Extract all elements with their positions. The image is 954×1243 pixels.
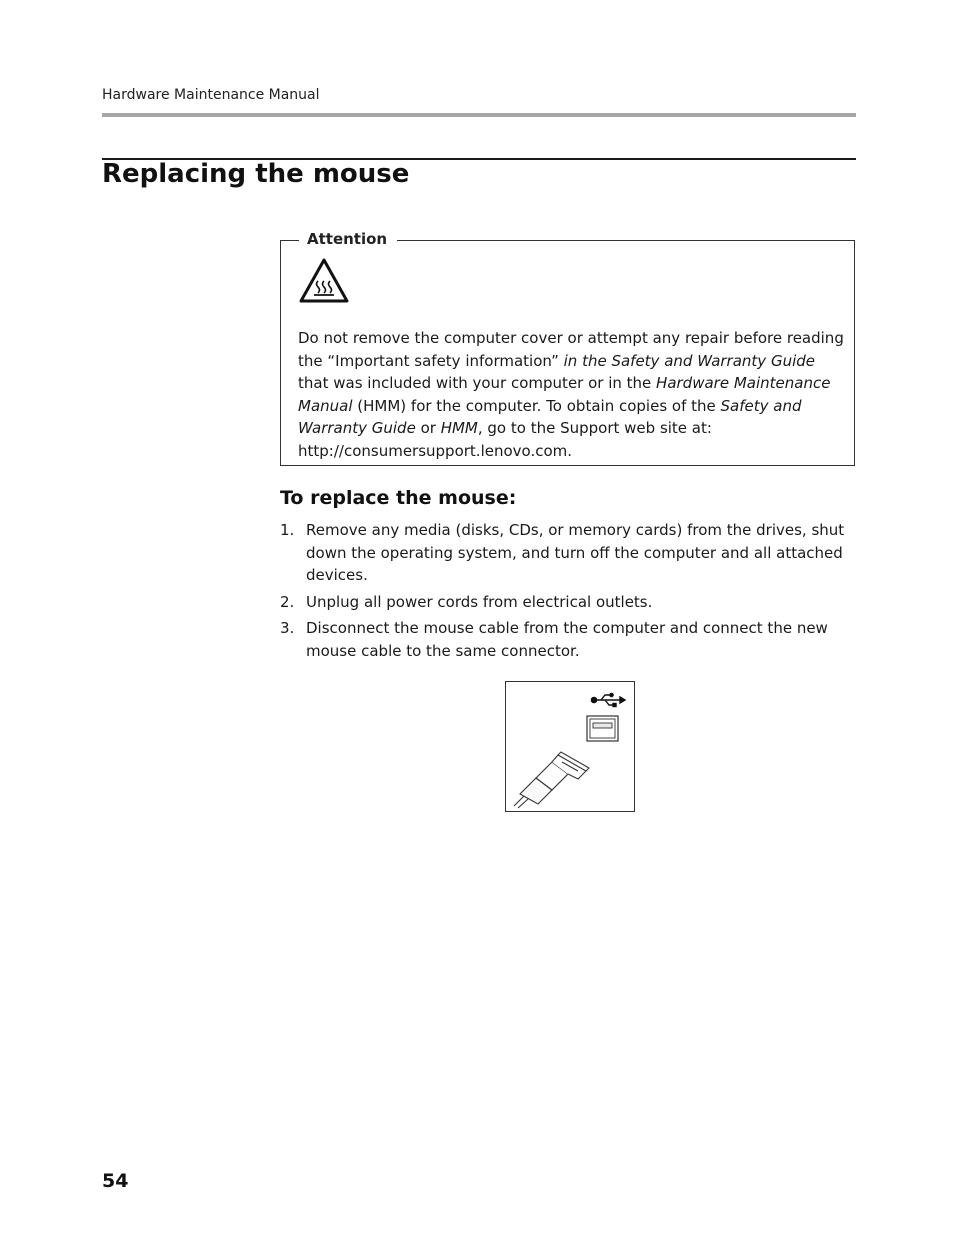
attention-notice: [280, 230, 855, 466]
step-number: 1.: [280, 521, 295, 539]
step-text: Unplug all power cords from electrical outlets.: [306, 592, 653, 611]
mouse-connector-illustration: [506, 682, 634, 811]
mouse-connector-figure: [505, 681, 635, 812]
usb-plug-icon: [514, 752, 589, 808]
step-item: [280, 617, 860, 662]
hot-surface-warning-icon: [298, 257, 350, 304]
running-header: Hardware Maintenance Manual: [102, 87, 320, 103]
usb-port-icon: [587, 716, 618, 741]
step-text: Disconnect the mouse cable from the computer and connect the new mouse cable to the same connector.: [306, 619, 828, 660]
page-title: Replacing the mouse: [102, 159, 410, 189]
step-number: 3.: [280, 619, 295, 637]
step-text: Remove any media (disks, CDs, or memory cards) from the drives, shut down the operating system, and turn off the computer and all attached devices.: [306, 521, 845, 584]
procedure-steps: [280, 519, 860, 666]
procedure-heading: To replace the mouse:: [280, 487, 517, 509]
page-number: 54: [102, 1170, 129, 1192]
step-item: [280, 519, 860, 587]
step-item: [280, 591, 860, 614]
attention-label: Attention: [299, 230, 397, 248]
attention-text: Do not remove the computer cover or attempt any repair before reading the “Important safety information” in the Safety and Warranty Guide that was included with your computer or in the Hardware Maintenance Manual (HMM) for the computer. To obtain copies of the Safety and Warranty Guide or HMM, go to the Support web site at: http://consumersupport.lenovo.com.: [298, 329, 844, 460]
step-number: 2.: [280, 592, 295, 611]
header-rule: [102, 113, 856, 117]
usb-symbol-icon: [591, 693, 625, 706]
